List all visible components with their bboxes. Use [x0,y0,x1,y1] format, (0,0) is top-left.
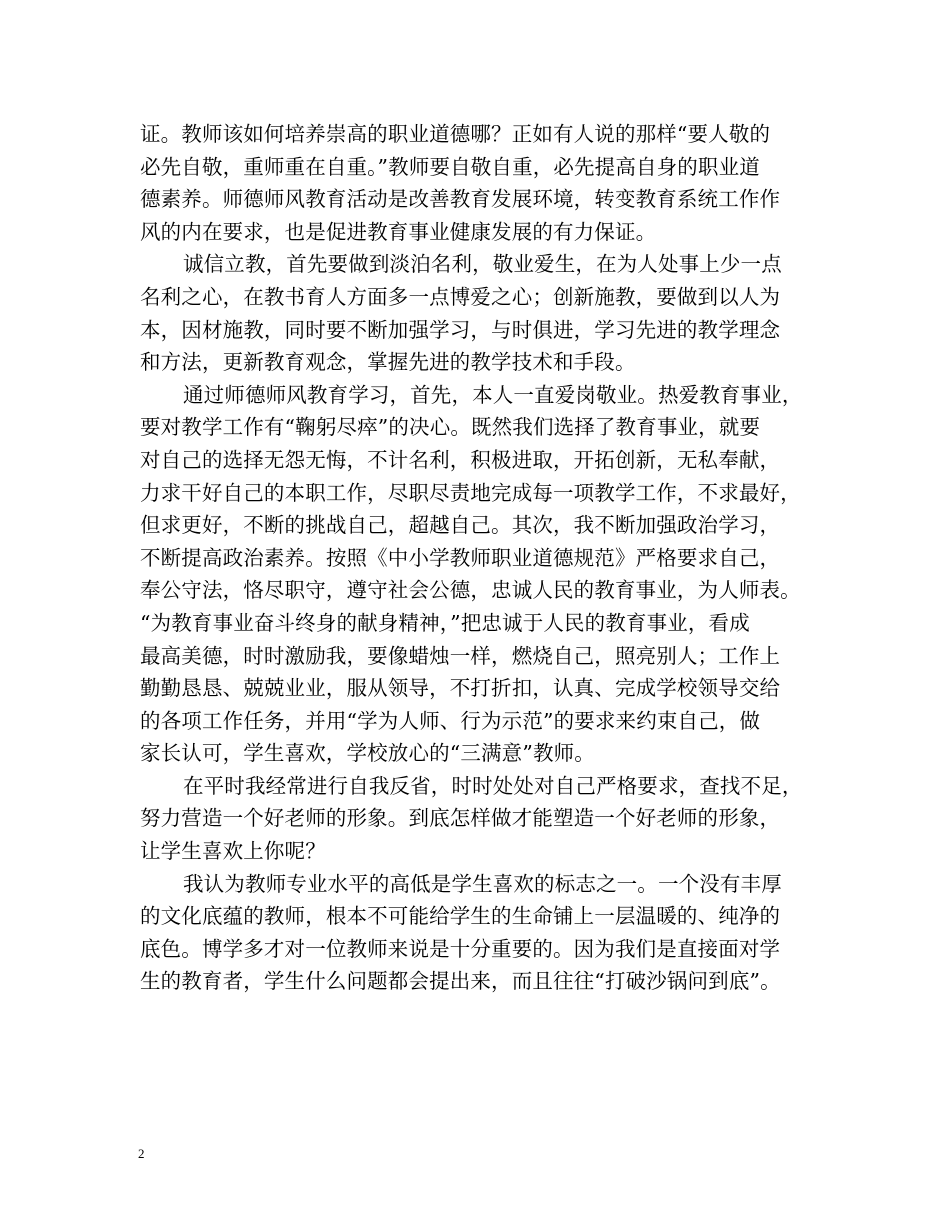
text-line: 最高美德，时时激励我，要像蜡烛一样，燃烧自己，照亮别人；工作上 [140,643,781,668]
text-line: 在平时我经常进行自我反省，时时处处对自己严格要求，查找不足， [183,773,803,798]
text-line: 不断提高政治素养。按照《中小学教师职业道德规范》严格要求自己， [140,545,781,570]
text-line: 对自己的选择无怨无悔，不计名利，积极进取，开拓创新，无私奉献， [140,447,781,472]
text-line: 的各项工作任务，并用“学为人师、行为示范”的要求来约束自己，做 [140,708,761,733]
text-line: 证。教师该如何培养崇高的职业道德哪？正如有人说的那样“要人敬的 [140,122,771,146]
text-line: 本，因材施教，同时要不断加强学习，与时俱进，学习先进的教学理念 [140,317,781,342]
text-line: 通过师德师风教育学习，首先，本人一直爱岗敬业。热爱教育事业， [183,382,803,407]
text-line: 家长认可，学生喜欢，学校放心的“三满意”教师。 [140,741,595,766]
text-line: 和方法，更新教育观念，掌握先进的教学技术和手段。 [140,350,636,375]
page-number: 2 [138,1146,145,1161]
text-line: 勤勤恳恳、兢兢业业，服从领导，不打折扣，认真、完成学校领导交给 [140,676,781,701]
text-line: 要对教学工作有“鞠躬尽瘁”的决心。既然我们选择了教育事业，就要 [140,415,761,440]
text-line: 我认为教师专业水平的高低是学生喜欢的标志之一。一个没有丰厚 [183,871,782,896]
text-line: 必先自敬，重师重在自重。”教师要自敬自重，必先提高自身的职业道 [140,154,760,179]
text-line: 让学生喜欢上你呢？ [140,839,326,864]
text-line: 努力营造一个好老师的形象。到底怎样做才能塑造一个好老师的形象， [140,806,781,831]
text-line: 奉公守法，恪尽职守，遵守社会公德，忠诚人民的教育事业，为人师表。 [140,578,801,603]
text-line: 但求更好，不断的挑战自己，超越自己。其次，我不断加强政治学习， [140,513,781,538]
text-line: 德素养。师德师风教育活动是改善教育发展环境，转变教育系统工作作 [140,187,781,212]
text-line: 的文化底蕴的教师，根本不可能给学生的生命铺上一层温暖的、纯净的 [140,904,781,929]
body-text [140,118,825,998]
text-line: 名利之心，在教书育人方面多一点博爱之心；创新施教，要做到以人为 [140,284,781,309]
text-line: 生的教育者，学生什么问题都会提出来，而且往往“打破沙锅问到底”。 [140,969,781,994]
text-line: 诚信立教，首先要做到淡泊名利，敬业爱生，在为人处事上少一点 [183,252,782,277]
text-line: 力求干好自己的本职工作，尽职尽责地完成每一项教学工作，不求最好， [140,480,801,505]
text-line: “为教育事业奋斗终身的献身精神，”把忠诚于人民的教育事业，看成 [140,610,750,635]
text-line: 风的内在要求，也是促进教育事业健康发展的有力保证。 [140,219,657,244]
text-line: 底色。博学多才对一位教师来说是十分重要的。因为我们是直接面对学 [140,936,781,961]
